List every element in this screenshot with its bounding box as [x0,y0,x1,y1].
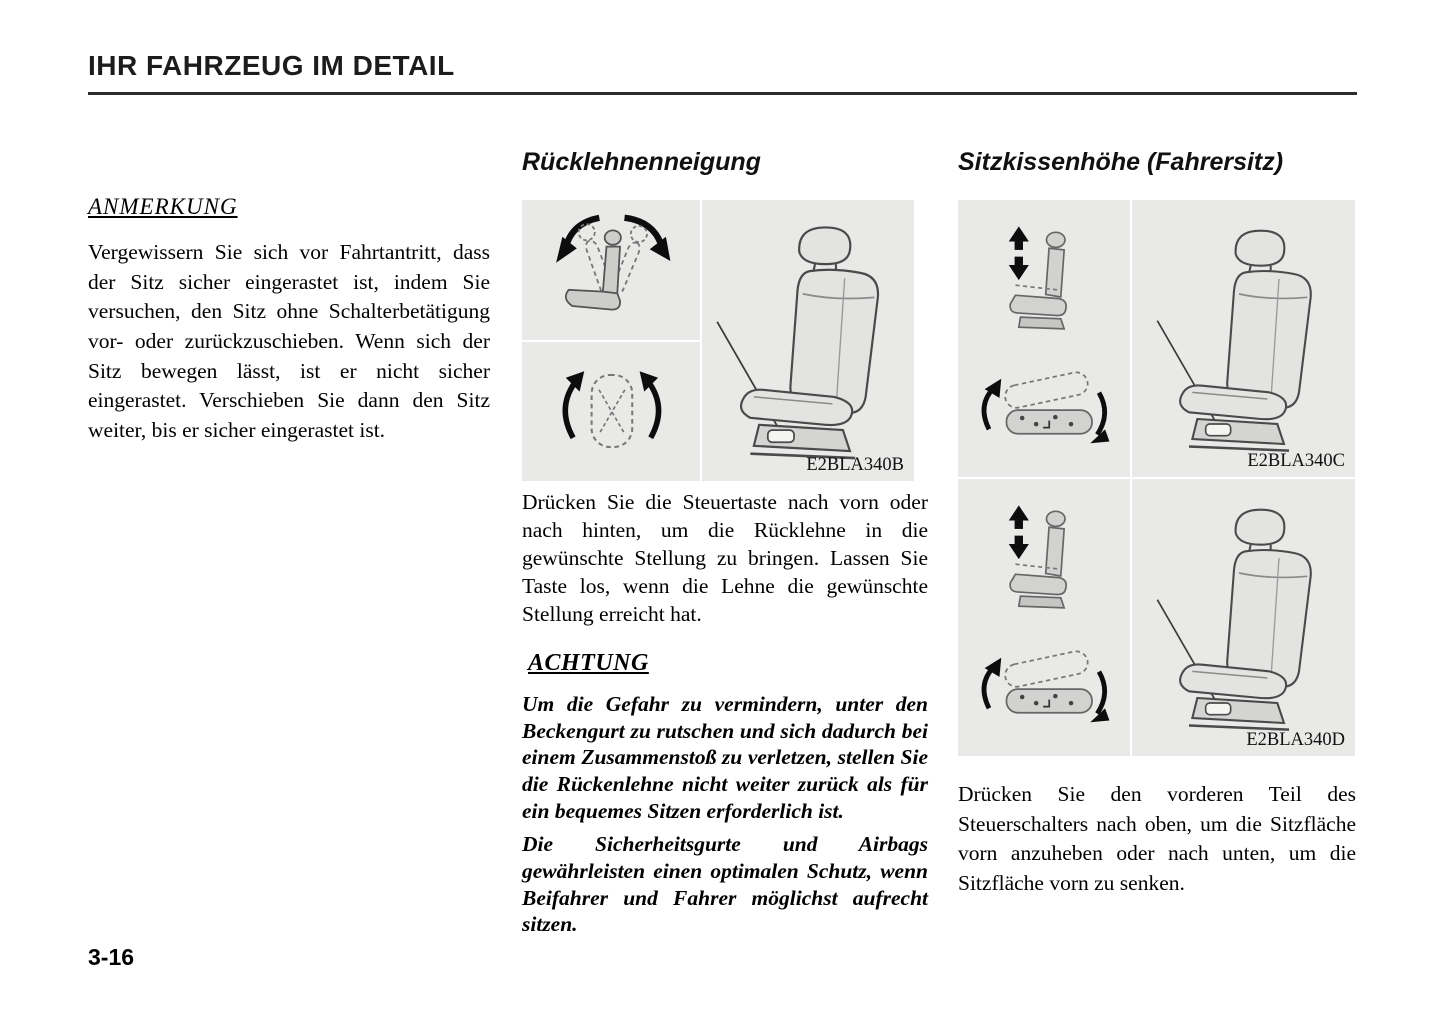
section-heading-cushion-height: Sitzkissenhöhe (Fahrersitz) [958,148,1284,176]
cushion-diagrams-cell-top [958,200,1130,477]
section-heading-recline: Rücklehnenneigung [522,148,761,176]
figure-recline-grid [522,200,914,481]
seat-illustration-cell [702,200,914,481]
seat-backrest-topview-icon [532,351,690,471]
figure-label-b: E2BLA340B [806,455,904,475]
seat-side-illustration-icon [1148,493,1340,743]
seat-illustration-cell-top [1132,200,1355,477]
page-number: 3-16 [88,944,135,970]
cushion-height-panel-bottom [958,479,1355,756]
seat-side-illustration-icon [709,210,907,472]
figure-label-c: E2BLA340C [1247,451,1345,471]
cushion-height-body-paragraph: Drücken Sie den vorderen Teil des Steuerschalters nach oben, um die Sitzfläche vorn anzuheben oder nach unten, um die Sitzfläche vorn zu senken. [958,782,1356,895]
note-body-paragraph: Vergewissern Sie sich vor Fahrtantritt, dass der Sitz sicher eingerastet ist, indem Sie versuchen, den Sitz ohne Schalterbetätigung vor- oder zurückzuschieben. Wenn sich der Sitz bewegen lässt, ist er nicht sicher eingerastet. Verschieben Sie dann den Sitz weiter, bis er sicher eingerastet ist. [88,240,490,442]
warning-block [522,691,928,938]
seat-illustration-cell-bottom [1132,479,1355,756]
header-rule [88,92,1357,95]
warning-paragraph-2: Die Sicherheitsgurte und Airbags gewährleisten einen optimalen Schutz, wenn Beifahrer und Fahrer möglichst aufrecht sitzen. [522,832,928,937]
note-heading: ANMERKUNG [88,194,238,219]
seat-side-illustration-icon [1148,214,1340,464]
figure-label-d: E2BLA340D [1246,730,1345,750]
figure-cushion-height [958,200,1355,756]
cushion-diagrams-cell-bottom [958,479,1130,756]
seat-recline-arrows-icon [530,207,692,333]
cushion-adjuster-bar-icon [969,363,1119,459]
warning-heading: ACHTUNG [528,650,649,676]
seat-up-down-arrows-icon [974,497,1114,623]
recline-body-paragraph: Drücken Sie die Steuertaste nach vorn oder nach hinten, um die Rücklehne in die gewünschte Stellung zu bringen. Lassen Sie Taste los, wenn die Lehne die gewünschte Stellung erreicht hat. [522,490,928,626]
cushion-adjuster-bar-icon [969,642,1119,738]
topview-diagram-cell [522,342,700,482]
cushion-height-panel-top [958,200,1355,477]
figure-recline [522,200,914,481]
seat-up-down-arrows-icon [974,218,1114,344]
recline-diagram-cell [522,200,700,340]
warning-paragraph-1: Um die Gefahr zu vermindern, unter den Beckengurt zu rutschen und sich dadurch bei einem Zusammenstoß zu verletzen, stellen Sie die Rückenlehne nicht weiter zurück als für ein bequemes Sitzen erforderlich ist. [522,692,928,823]
page-header-title: IHR FAHRZEUG IM DETAIL [88,50,455,81]
